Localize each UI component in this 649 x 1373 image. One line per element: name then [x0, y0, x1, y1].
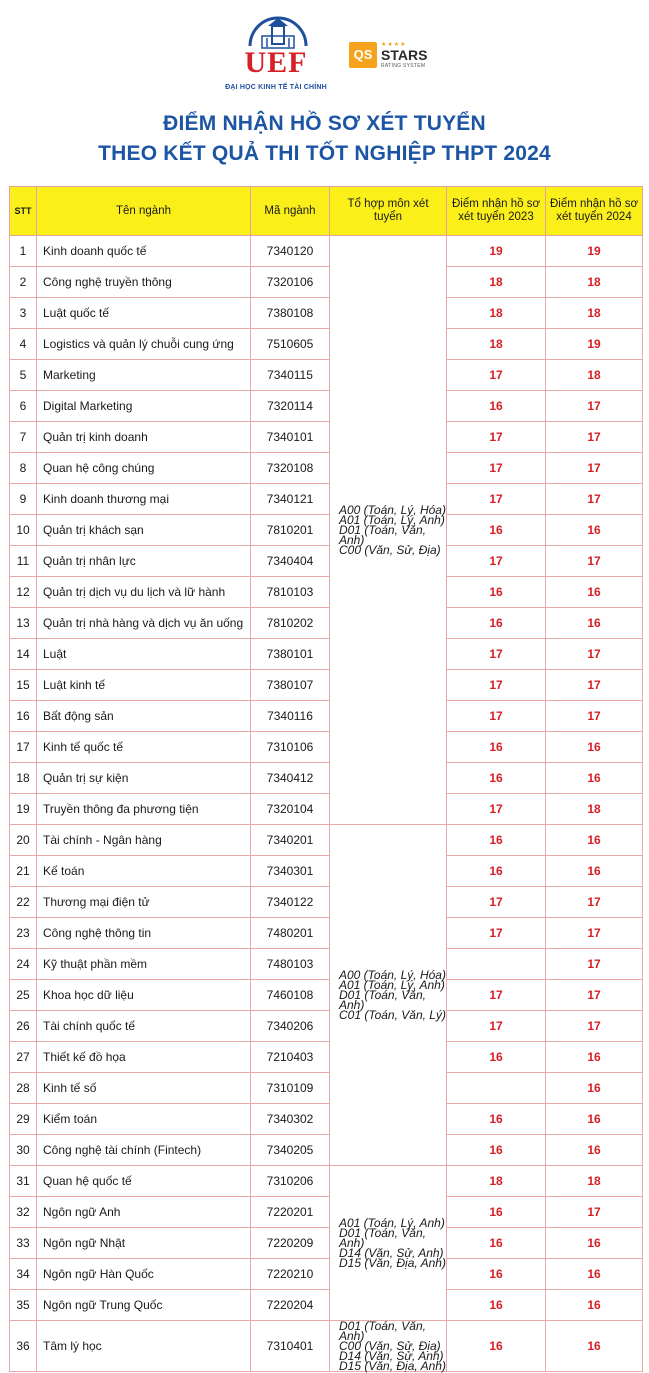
row-score-2024: 17: [546, 639, 643, 670]
row-score-2024: 17: [546, 701, 643, 732]
row-score-2023: 16: [447, 391, 546, 422]
row-major-name: Kinh tế số: [37, 1073, 251, 1104]
row-stt: 18: [10, 763, 37, 794]
row-stt: 19: [10, 794, 37, 825]
table-row: [10, 1197, 643, 1228]
row-score-2024: 17: [546, 484, 643, 515]
row-major-name: Quan hệ quốc tế: [37, 1166, 251, 1197]
row-score-2024: 16: [546, 856, 643, 887]
row-score-2023: 16: [447, 856, 546, 887]
row-major-name: Kiểm toán: [37, 1104, 251, 1135]
row-score-2024: 18: [546, 267, 643, 298]
row-stt: 15: [10, 670, 37, 701]
row-major-code: 7380101: [251, 639, 330, 670]
row-stt: 13: [10, 608, 37, 639]
row-major-code: 7310206: [251, 1166, 330, 1197]
row-score-2024: 16: [546, 608, 643, 639]
row-major-name: Quan hệ công chúng: [37, 453, 251, 484]
row-major-name: Ngôn ngữ Trung Quốc: [37, 1290, 251, 1321]
table-row: [10, 422, 643, 453]
table-row: [10, 670, 643, 701]
row-score-2024: 17: [546, 887, 643, 918]
row-score-2023: [447, 1073, 546, 1104]
row-score-2023: 18: [447, 329, 546, 360]
row-stt: 8: [10, 453, 37, 484]
row-score-2023: 17: [447, 360, 546, 391]
table-row: [10, 887, 643, 918]
row-major-name: Quản trị dịch vụ du lịch và lữ hành: [37, 577, 251, 608]
row-stt: 16: [10, 701, 37, 732]
header-code: Mã ngành: [251, 187, 330, 236]
row-major-name: Luật kinh tế: [37, 670, 251, 701]
row-major-code: 7320108: [251, 453, 330, 484]
row-major-name: Quản trị nhân lực: [37, 546, 251, 577]
row-score-2023: 16: [447, 1104, 546, 1135]
row-major-code: 7220209: [251, 1228, 330, 1259]
row-major-code: 7340122: [251, 887, 330, 918]
row-score-2024: 19: [546, 329, 643, 360]
row-stt: 9: [10, 484, 37, 515]
table-row: [10, 949, 643, 980]
table-row: [10, 329, 643, 360]
row-stt: 21: [10, 856, 37, 887]
header-name: Tên ngành: [37, 187, 251, 236]
row-score-2023: 17: [447, 918, 546, 949]
qs-logo-badge: QS: [349, 42, 377, 68]
row-major-code: 7480201: [251, 918, 330, 949]
row-score-2023: 17: [447, 422, 546, 453]
table-row: [10, 980, 643, 1011]
row-score-2023: 16: [447, 1321, 546, 1372]
row-major-name: Truyền thông đa phương tiện: [37, 794, 251, 825]
row-stt: 30: [10, 1135, 37, 1166]
row-stt: 2: [10, 267, 37, 298]
row-score-2024: 16: [546, 1228, 643, 1259]
row-score-2024: 16: [546, 1321, 643, 1372]
row-score-2024: 16: [546, 1104, 643, 1135]
subject-group-cell: [330, 825, 447, 1166]
row-major-code: 7810103: [251, 577, 330, 608]
row-major-code: 7340301: [251, 856, 330, 887]
row-score-2024: 17: [546, 422, 643, 453]
row-score-2023: 16: [447, 1290, 546, 1321]
row-score-2024: 18: [546, 360, 643, 391]
table-row: [10, 1290, 643, 1321]
row-major-code: 7340404: [251, 546, 330, 577]
table-row: [10, 794, 643, 825]
table-row: [10, 1011, 643, 1042]
subject-group-line: A00 (Toán, Lý, Hóa): [339, 503, 446, 517]
row-score-2023: 18: [447, 1166, 546, 1197]
row-score-2023: 16: [447, 1197, 546, 1228]
row-major-name: Thương mại điện tử: [37, 887, 251, 918]
subject-group-line: D01 (Toán, Văn, Anh): [339, 523, 426, 547]
row-score-2024: 17: [546, 918, 643, 949]
row-stt: 28: [10, 1073, 37, 1104]
row-score-2023: 17: [447, 546, 546, 577]
row-major-code: 7510605: [251, 329, 330, 360]
row-score-2023: 17: [447, 484, 546, 515]
table-row: [10, 1228, 643, 1259]
row-score-2023: 18: [447, 267, 546, 298]
row-major-name: Ngôn ngữ Nhật: [37, 1228, 251, 1259]
subject-group-line: D01 (Toán, Văn, Anh): [339, 1319, 426, 1343]
table-row: [10, 453, 643, 484]
row-score-2024: 16: [546, 1073, 643, 1104]
page-header: [0, 0, 649, 182]
table-row: [10, 267, 643, 298]
row-score-2024: 18: [546, 298, 643, 329]
row-stt: 14: [10, 639, 37, 670]
row-stt: 5: [10, 360, 37, 391]
row-major-code: 7220204: [251, 1290, 330, 1321]
row-major-name: Quản trị kinh doanh: [37, 422, 251, 453]
row-score-2024: 18: [546, 794, 643, 825]
row-score-2023: 17: [447, 887, 546, 918]
row-major-name: Khoa học dữ liệu: [37, 980, 251, 1011]
subject-group-line: A01 (Toán, Lý, Anh): [339, 513, 445, 527]
row-score-2023: 17: [447, 1011, 546, 1042]
row-major-name: Quản trị khách sạn: [37, 515, 251, 546]
row-stt: 3: [10, 298, 37, 329]
qs-rating-subtitle: RATING SYSTEM: [381, 63, 426, 69]
row-major-code: 7320106: [251, 267, 330, 298]
row-major-code: 7220210: [251, 1259, 330, 1290]
row-major-name: Tâm lý học: [37, 1321, 251, 1372]
row-major-code: 7320104: [251, 794, 330, 825]
uef-logo-subtitle: ĐẠI HỌC KINH TẾ TÀI CHÍNH: [225, 84, 327, 91]
subject-group-line: C00 (Văn, Sử, Địa): [339, 1339, 441, 1353]
row-major-name: Luật quốc tế: [37, 298, 251, 329]
subject-group-line: D15 (Văn, Địa, Anh): [339, 1256, 446, 1270]
row-major-name: Thiết kế đồ họa: [37, 1042, 251, 1073]
table-header-row: [10, 187, 643, 236]
row-major-code: 7340206: [251, 1011, 330, 1042]
row-major-name: Công nghệ truyền thông: [37, 267, 251, 298]
table-row: [10, 1042, 643, 1073]
row-stt: 23: [10, 918, 37, 949]
row-score-2024: 17: [546, 670, 643, 701]
subject-group-line: D14 (Văn, Sử, Anh): [339, 1349, 444, 1363]
subject-group-line: D01 (Toán, Văn, Anh): [339, 988, 426, 1012]
row-score-2024: 16: [546, 1290, 643, 1321]
table-row: [10, 763, 643, 794]
row-score-2024: 17: [546, 1197, 643, 1228]
row-major-name: Quản trị sự kiện: [37, 763, 251, 794]
table-row: [10, 515, 643, 546]
row-score-2023: 16: [447, 1042, 546, 1073]
row-score-2024: 17: [546, 980, 643, 1011]
row-score-2023: [447, 949, 546, 980]
row-major-code: 7220201: [251, 1197, 330, 1228]
table-row: [10, 918, 643, 949]
row-major-code: 7340101: [251, 422, 330, 453]
row-score-2023: 16: [447, 577, 546, 608]
table-row: [10, 298, 643, 329]
row-major-name: Quản trị nhà hàng và dịch vụ ăn uống: [37, 608, 251, 639]
table-row: [10, 1104, 643, 1135]
table-row: [10, 1166, 643, 1197]
table-row: [10, 608, 643, 639]
row-stt: 6: [10, 391, 37, 422]
table-row: [10, 236, 643, 267]
row-score-2023: 16: [447, 608, 546, 639]
row-stt: 11: [10, 546, 37, 577]
row-stt: 17: [10, 732, 37, 763]
row-major-name: Marketing: [37, 360, 251, 391]
row-major-code: 7340205: [251, 1135, 330, 1166]
row-major-name: Tài chính quốc tế: [37, 1011, 251, 1042]
row-major-name: Tài chính - Ngân hàng: [37, 825, 251, 856]
row-stt: 7: [10, 422, 37, 453]
row-major-code: 7210403: [251, 1042, 330, 1073]
table-row: [10, 732, 643, 763]
row-stt: 36: [10, 1321, 37, 1372]
row-major-code: 7310401: [251, 1321, 330, 1372]
row-score-2023: 18: [447, 298, 546, 329]
row-major-code: 7480103: [251, 949, 330, 980]
row-score-2023: 17: [447, 701, 546, 732]
row-score-2024: 16: [546, 763, 643, 794]
row-major-code: 7340116: [251, 701, 330, 732]
row-score-2024: 16: [546, 1042, 643, 1073]
row-stt: 35: [10, 1290, 37, 1321]
row-major-code: 7810201: [251, 515, 330, 546]
table-row: [10, 639, 643, 670]
row-stt: 24: [10, 949, 37, 980]
row-score-2024: 17: [546, 949, 643, 980]
row-major-code: 7810202: [251, 608, 330, 639]
row-stt: 20: [10, 825, 37, 856]
page-title-line2: THEO KẾT QUẢ THI TỐT NGHIỆP THPT 2024: [98, 142, 551, 165]
row-major-name: Ngôn ngữ Anh: [37, 1197, 251, 1228]
row-score-2024: 16: [546, 577, 643, 608]
qs-stars-name: STARS: [381, 47, 428, 63]
row-stt: 34: [10, 1259, 37, 1290]
row-stt: 27: [10, 1042, 37, 1073]
header-score-2023: Điểm nhận hồ sơ xét tuyển 2023: [447, 187, 546, 236]
row-score-2023: 19: [447, 236, 546, 267]
row-score-2023: 17: [447, 453, 546, 484]
row-score-2023: 16: [447, 1228, 546, 1259]
table-row: [10, 577, 643, 608]
row-score-2023: 16: [447, 1135, 546, 1166]
row-major-code: 7460108: [251, 980, 330, 1011]
row-score-2024: 16: [546, 515, 643, 546]
row-stt: 22: [10, 887, 37, 918]
row-score-2023: 16: [447, 763, 546, 794]
uef-logo-text: UEF: [244, 46, 308, 79]
row-major-code: 7340120: [251, 236, 330, 267]
row-score-2023: 16: [447, 1259, 546, 1290]
row-major-code: 7340302: [251, 1104, 330, 1135]
row-score-2024: 16: [546, 825, 643, 856]
header-stt: STT: [10, 187, 37, 236]
row-score-2024: 18: [546, 1166, 643, 1197]
row-score-2024: 16: [546, 732, 643, 763]
row-score-2024: 16: [546, 1259, 643, 1290]
row-stt: 31: [10, 1166, 37, 1197]
row-major-code: 7310106: [251, 732, 330, 763]
header-group: Tổ hợp môn xét tuyển: [330, 187, 447, 236]
table-row: [10, 856, 643, 887]
admission-score-table: [9, 186, 643, 1372]
row-major-code: 7340201: [251, 825, 330, 856]
row-score-2024: 17: [546, 453, 643, 484]
row-major-code: 7340121: [251, 484, 330, 515]
row-stt: 32: [10, 1197, 37, 1228]
table-row: [10, 1321, 643, 1372]
subject-group-line: D14 (Văn, Sử, Anh): [339, 1246, 444, 1260]
table-row: [10, 1073, 643, 1104]
table-row: [10, 546, 643, 577]
row-score-2023: 16: [447, 515, 546, 546]
row-major-code: 7320114: [251, 391, 330, 422]
row-major-name: Kế toán: [37, 856, 251, 887]
row-score-2023: 16: [447, 732, 546, 763]
row-score-2024: 19: [546, 236, 643, 267]
row-major-code: 7380108: [251, 298, 330, 329]
row-score-2024: 17: [546, 546, 643, 577]
table-row: [10, 1135, 643, 1166]
row-stt: 12: [10, 577, 37, 608]
row-score-2023: 17: [447, 639, 546, 670]
table-row: [10, 825, 643, 856]
subject-group-cell: [330, 236, 447, 825]
row-stt: 25: [10, 980, 37, 1011]
subject-group-line: A01 (Toán, Lý, Anh): [339, 978, 445, 992]
row-score-2024: 17: [546, 391, 643, 422]
row-score-2023: 17: [447, 794, 546, 825]
row-major-code: 7310109: [251, 1073, 330, 1104]
row-major-name: Công nghệ tài chính (Fintech): [37, 1135, 251, 1166]
table-row: [10, 391, 643, 422]
header-score-2024: Điểm nhận hồ sơ xét tuyển 2024: [546, 187, 643, 236]
page-title-line1: ĐIỂM NHẬN HỒ SƠ XÉT TUYỂN: [163, 112, 486, 135]
row-major-name: Kinh doanh quốc tế: [37, 236, 251, 267]
row-score-2024: 17: [546, 1011, 643, 1042]
table-row: [10, 1259, 643, 1290]
row-major-name: Logistics và quản lý chuỗi cung ứng: [37, 329, 251, 360]
row-score-2023: 16: [447, 825, 546, 856]
subject-group-line: D01 (Toán, Văn, Anh): [339, 1226, 426, 1250]
table-row: [10, 701, 643, 732]
row-major-name: Công nghệ thông tin: [37, 918, 251, 949]
subject-group-cell: [330, 1166, 447, 1321]
row-major-name: Bất động sản: [37, 701, 251, 732]
row-major-name: Kinh doanh thương mại: [37, 484, 251, 515]
row-stt: 10: [10, 515, 37, 546]
row-major-code: 7340115: [251, 360, 330, 391]
row-major-code: 7380107: [251, 670, 330, 701]
subject-group-line: C00 (Văn, Sử, Địa): [339, 543, 441, 557]
subject-group-cell: [330, 1321, 447, 1372]
row-score-2023: 17: [447, 670, 546, 701]
row-major-name: Digital Marketing: [37, 391, 251, 422]
row-score-2024: 16: [546, 1135, 643, 1166]
row-major-name: Kỹ thuật phần mềm: [37, 949, 251, 980]
qs-star-icons: ★★★★: [381, 42, 407, 48]
table-row: [10, 484, 643, 515]
row-stt: 26: [10, 1011, 37, 1042]
subject-group-line: A01 (Toán, Lý, Anh): [339, 1216, 445, 1230]
subject-group-line: D15 (Văn, Địa, Anh): [339, 1359, 446, 1373]
row-major-name: Ngôn ngữ Hàn Quốc: [37, 1259, 251, 1290]
subject-group-line: C01 (Toán, Văn, Lý): [339, 1008, 446, 1022]
row-major-code: 7340412: [251, 763, 330, 794]
row-stt: 29: [10, 1104, 37, 1135]
row-major-name: Kinh tế quốc tế: [37, 732, 251, 763]
row-score-2023: 17: [447, 980, 546, 1011]
table-body: [10, 236, 643, 1372]
subject-group-line: A00 (Toán, Lý, Hóa): [339, 968, 446, 982]
row-stt: 1: [10, 236, 37, 267]
row-stt: 4: [10, 329, 37, 360]
row-stt: 33: [10, 1228, 37, 1259]
table-row: [10, 360, 643, 391]
row-major-name: Luật: [37, 639, 251, 670]
